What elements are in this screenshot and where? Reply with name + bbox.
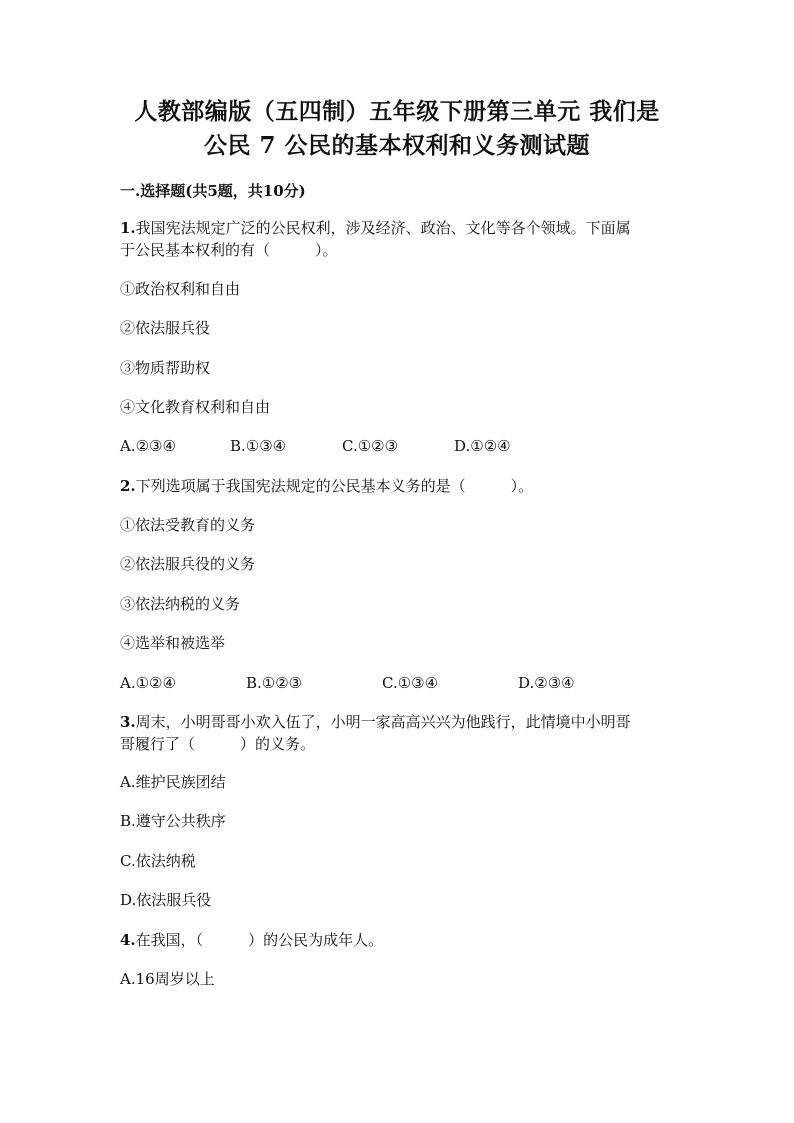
- question-1-text-line-1: [120, 218, 631, 238]
- question-2-item-1: ①依法受教育的义务: [120, 516, 256, 534]
- question-4-text-line-1: [120, 930, 383, 950]
- question-2-text-line-1: [120, 476, 533, 496]
- question-4-option-a[interactable]: A.16周岁以上: [120, 970, 215, 988]
- question-2-option-c[interactable]: C.①③④: [382, 674, 439, 692]
- document-title-line-2: 公民 7 公民的基本权利和义务测试题: [203, 132, 591, 159]
- question-1-item-3: ③物质帮助权: [120, 359, 211, 377]
- question-3-text-line-2: 哥履行了（ ）的义务。: [120, 735, 316, 753]
- question-3-option-d[interactable]: D.依法服兵役: [120, 891, 212, 909]
- question-1-item-2: ②依法服兵役: [120, 319, 211, 337]
- question-3-number: 3.: [120, 713, 136, 731]
- question-3-option-b[interactable]: B.遵守公共秩序: [120, 812, 226, 830]
- document-title-line-1: 人教部编版（五四制）五年级下册第三单元 我们是: [134, 98, 660, 125]
- question-2-item-4: ④选举和被选举: [120, 634, 226, 652]
- question-3-option-c[interactable]: C.依法纳税: [120, 852, 196, 870]
- question-2-item-3: ③依法纳税的义务: [120, 595, 241, 613]
- question-1-option-c[interactable]: C.①②③: [342, 437, 399, 455]
- question-4-number: 4.: [120, 931, 136, 949]
- question-1-stem: 我国宪法规定广泛的公民权利，涉及经济、政治、文化等各个领域。下面属: [135, 219, 631, 237]
- question-2-item-2: ②依法服兵役的义务: [120, 555, 256, 573]
- question-1-item-1: ①政治权利和自由: [120, 280, 241, 298]
- question-1-number: 1.: [120, 219, 136, 237]
- question-1-option-a[interactable]: A.②③④: [120, 437, 176, 455]
- question-1-text-line-2: 于公民基本权利的有（ ）。: [120, 241, 338, 259]
- question-1-item-4: ④文化教育权利和自由: [120, 398, 271, 416]
- question-3-stem: 周末，小明哥哥小欢入伍了，小明一家高高兴兴为他践行，此情境中小明哥: [135, 713, 631, 731]
- question-1-option-b[interactable]: B.①③④: [230, 437, 287, 455]
- question-3-option-a[interactable]: A.维护民族团结: [120, 773, 226, 791]
- question-2-number: 2.: [120, 477, 136, 495]
- question-2-option-d[interactable]: D.②③④: [518, 674, 575, 692]
- question-2-option-b[interactable]: B.①②③: [246, 674, 303, 692]
- question-2-stem: 下列选项属于我国宪法规定的公民基本义务的是（ ）。: [135, 477, 534, 495]
- section-heading: 一.选择题(共5题，共10分): [120, 182, 306, 200]
- question-3-text-line-1: [120, 712, 631, 732]
- question-1-option-d[interactable]: D.①②④: [454, 437, 511, 455]
- question-2-option-a[interactable]: A.①②④: [120, 674, 176, 692]
- question-4-stem: 在我国，（ ）的公民为成年人。: [135, 931, 384, 949]
